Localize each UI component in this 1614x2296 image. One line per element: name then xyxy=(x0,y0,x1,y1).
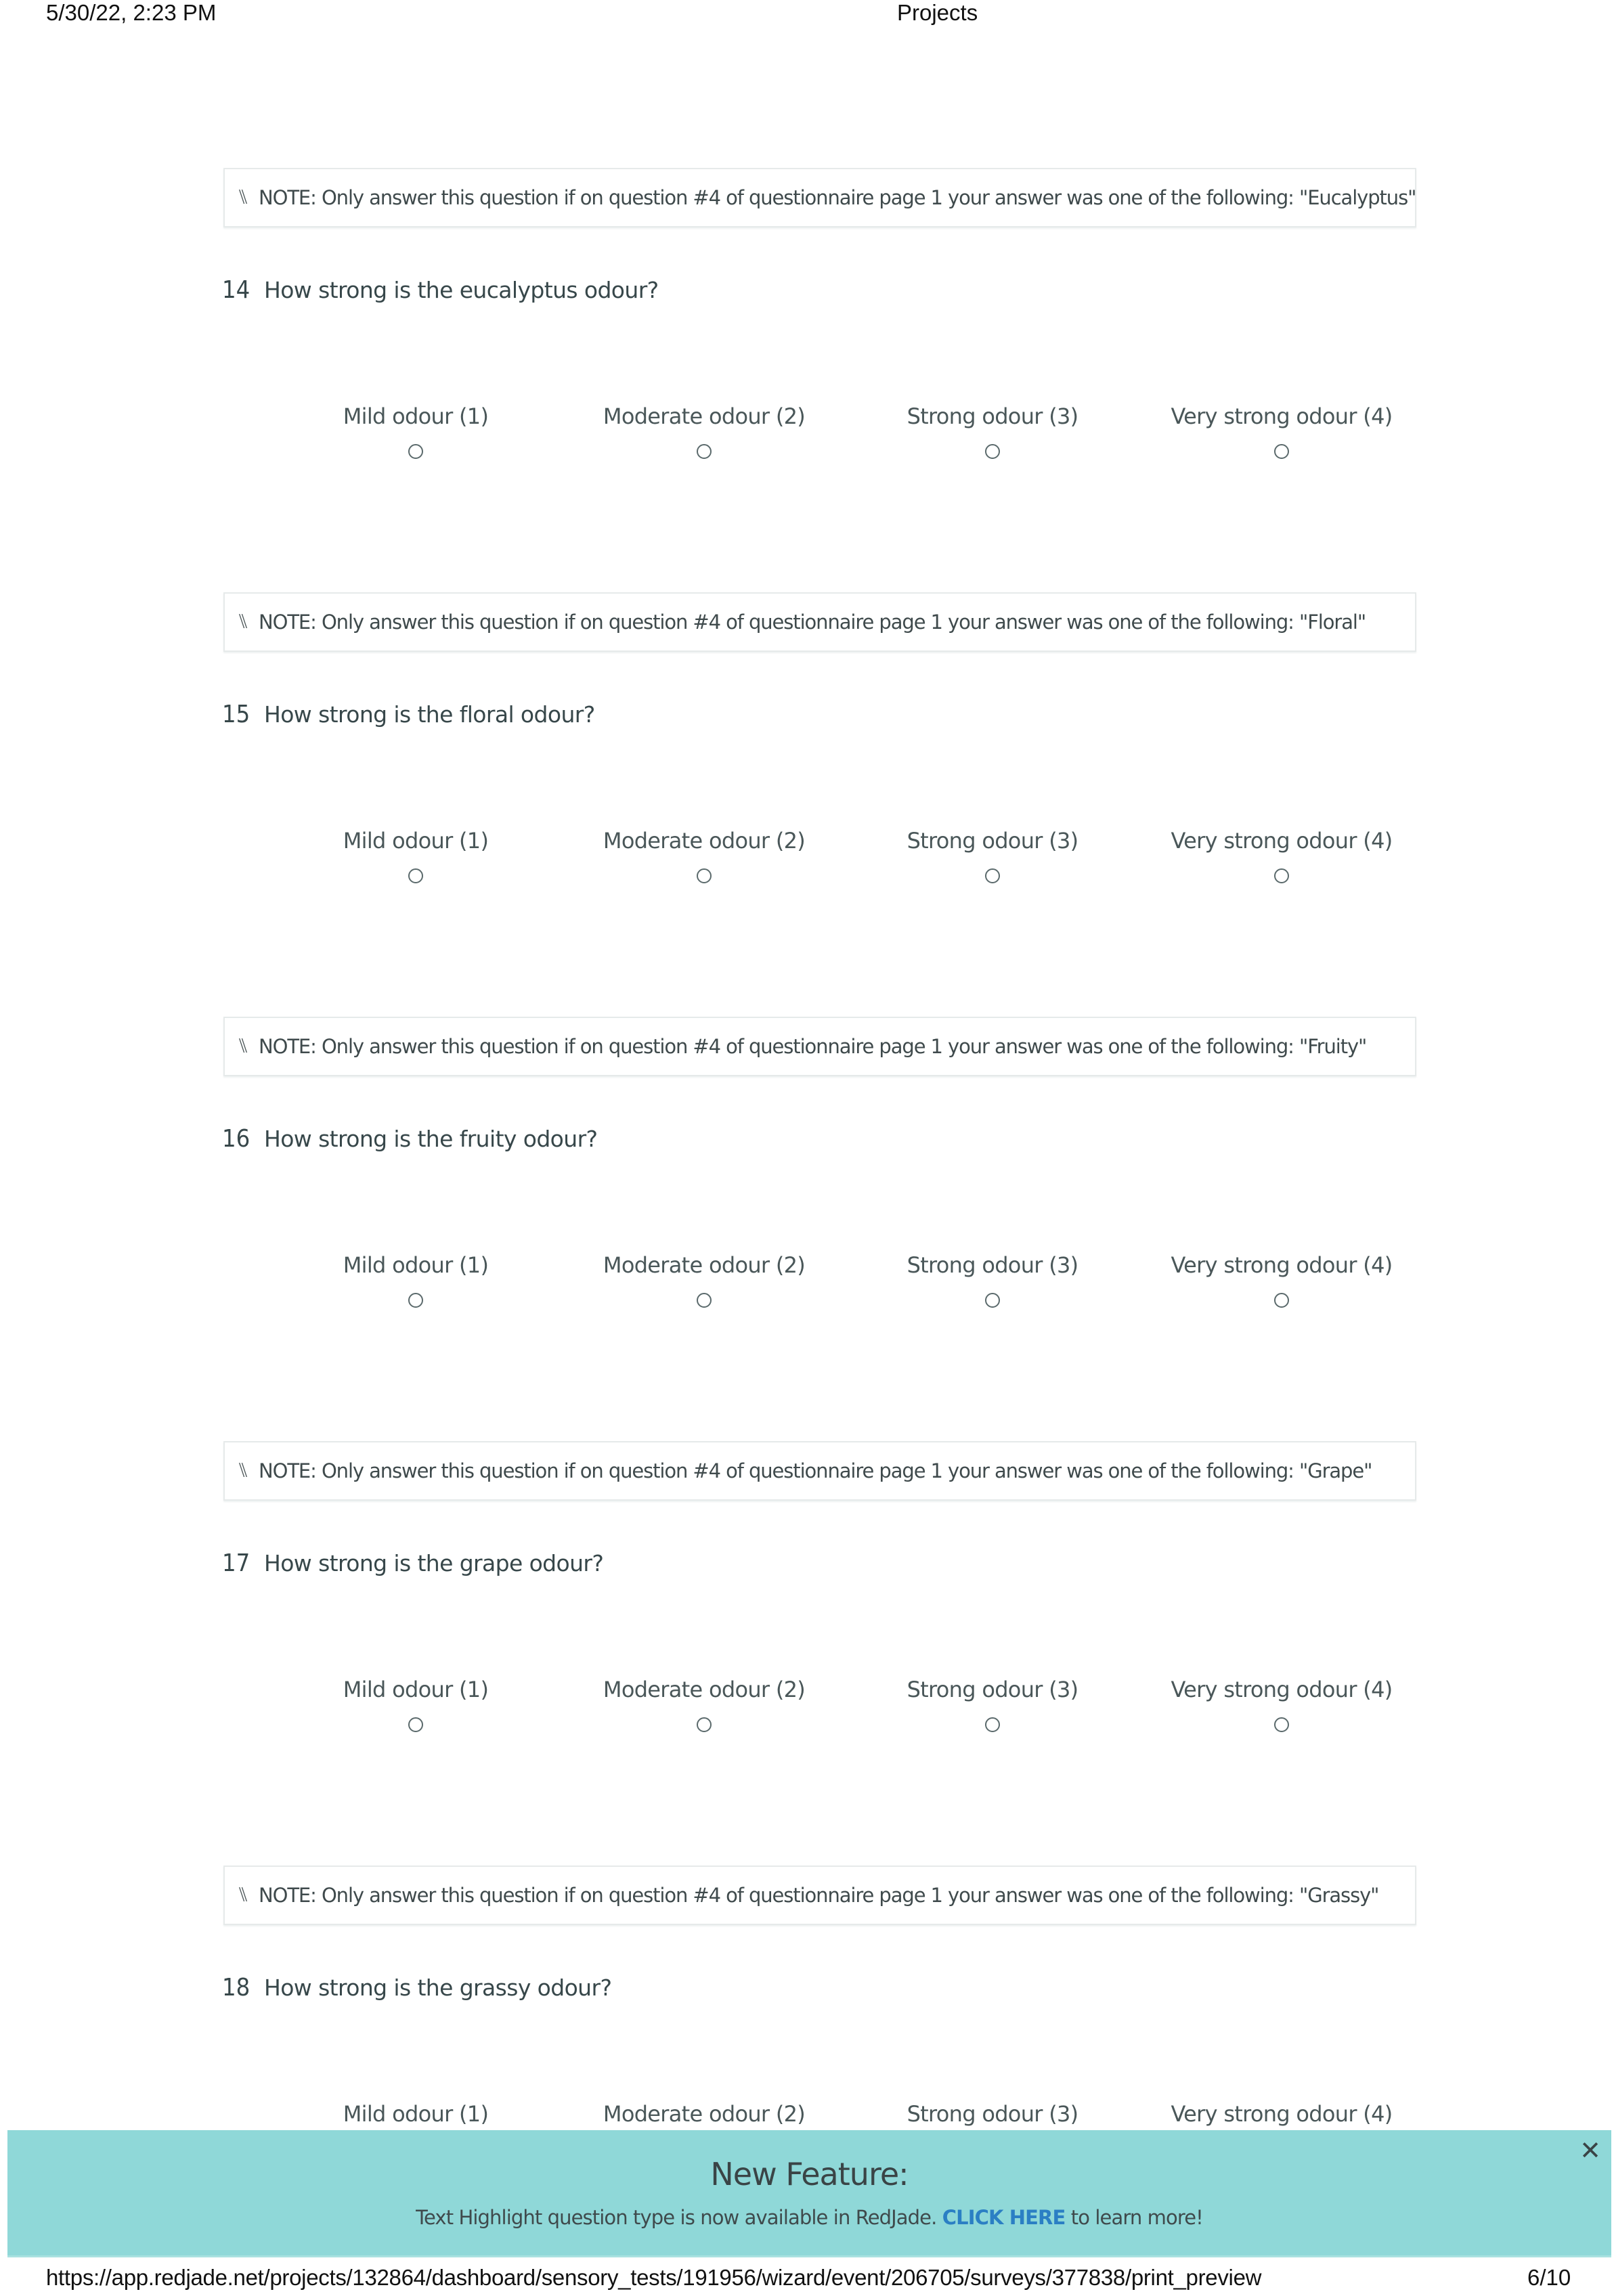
question-number: 15 xyxy=(222,701,250,728)
radio-button[interactable] xyxy=(1274,1293,1289,1308)
option-label: Mild odour (1) xyxy=(343,1677,489,1702)
option-label: Mild odour (1) xyxy=(343,1252,489,1278)
conditional-note xyxy=(223,1866,1416,1925)
radio-button[interactable] xyxy=(697,444,712,459)
scale-option[interactable] xyxy=(857,403,1128,459)
option-label: Moderate odour (2) xyxy=(603,828,806,854)
option-label: Very strong odour (4) xyxy=(1171,2101,1393,2127)
print-date: 5/30/22, 2:23 PM xyxy=(46,0,217,25)
scale-option[interactable] xyxy=(857,1677,1128,1732)
conditional-note xyxy=(223,1441,1416,1501)
radio-button[interactable] xyxy=(408,444,423,459)
radio-button[interactable] xyxy=(1274,868,1289,883)
question-text: How strong is the eucalyptus odour? xyxy=(264,277,659,303)
option-label: Very strong odour (4) xyxy=(1171,828,1393,854)
conditional-branch-icon: ⑊ xyxy=(237,611,249,633)
conditional-branch-icon: ⑊ xyxy=(237,186,249,208)
scale-option[interactable] xyxy=(280,1677,551,1732)
option-label: Moderate odour (2) xyxy=(603,2101,806,2127)
question-title xyxy=(222,1974,611,2002)
question-number: 18 xyxy=(222,1974,250,2002)
scale-option[interactable] xyxy=(857,1252,1128,1308)
option-label: Strong odour (3) xyxy=(907,1252,1078,1278)
option-label: Strong odour (3) xyxy=(907,403,1078,429)
option-label: Strong odour (3) xyxy=(907,1677,1078,1702)
option-label: Mild odour (1) xyxy=(343,2101,489,2127)
note-text: NOTE: Only answer this question if on question #4 of questionnaire page 1 your answer was one of the following: "Grape" xyxy=(259,1459,1372,1482)
question-title xyxy=(222,276,659,304)
option-label: Mild odour (1) xyxy=(343,828,489,854)
question-section xyxy=(0,1017,1614,1441)
radio-button[interactable] xyxy=(985,868,1000,883)
question-text: How strong is the floral odour? xyxy=(264,701,595,728)
scale-option[interactable] xyxy=(569,1677,839,1732)
radio-button[interactable] xyxy=(985,1717,1000,1732)
scale-option[interactable] xyxy=(857,828,1128,883)
conditional-branch-icon: ⑊ xyxy=(237,1459,249,1482)
scale-option[interactable] xyxy=(280,1252,551,1308)
radio-button[interactable] xyxy=(408,1293,423,1308)
option-label: Mild odour (1) xyxy=(343,403,489,429)
conditional-branch-icon: ⑊ xyxy=(237,1884,249,1906)
question-section xyxy=(0,592,1614,1017)
scale-option[interactable] xyxy=(1146,1252,1417,1308)
scale-option[interactable] xyxy=(569,828,839,883)
banner-message xyxy=(7,2206,1611,2229)
conditional-note xyxy=(223,592,1416,652)
print-header xyxy=(0,0,1614,30)
option-label: Moderate odour (2) xyxy=(603,1677,806,1702)
scale-option[interactable] xyxy=(280,828,551,883)
print-footer xyxy=(0,2265,1614,2295)
new-feature-banner xyxy=(7,2130,1611,2257)
question-title xyxy=(222,1125,597,1153)
question-text: How strong is the fruity odour? xyxy=(264,1126,598,1152)
option-label: Very strong odour (4) xyxy=(1171,403,1393,429)
question-text: How strong is the grassy odour? xyxy=(264,1974,612,2001)
radio-button[interactable] xyxy=(985,444,1000,459)
option-label: Moderate odour (2) xyxy=(603,1252,806,1278)
option-label: Strong odour (3) xyxy=(907,828,1078,854)
question-text: How strong is the grape odour? xyxy=(264,1550,604,1576)
radio-button[interactable] xyxy=(408,1717,423,1732)
option-label: Moderate odour (2) xyxy=(603,403,806,429)
option-label: Very strong odour (4) xyxy=(1171,1252,1393,1278)
question-section xyxy=(0,168,1614,592)
click-here-link[interactable]: CLICK HERE xyxy=(942,2206,1066,2229)
note-text: NOTE: Only answer this question if on question #4 of questionnaire page 1 your answer was one of the following: "Floral" xyxy=(259,611,1366,634)
radio-button[interactable] xyxy=(697,1293,712,1308)
note-text: NOTE: Only answer this question if on question #4 of questionnaire page 1 your answer was one of the following: "Grassy" xyxy=(259,1884,1379,1907)
conditional-note xyxy=(223,168,1416,227)
scale-option[interactable] xyxy=(1146,403,1417,459)
question-section xyxy=(0,1441,1614,1866)
radio-button[interactable] xyxy=(697,868,712,883)
scale-option[interactable] xyxy=(1146,1677,1417,1732)
scale-option[interactable] xyxy=(569,1252,839,1308)
conditional-note xyxy=(223,1017,1416,1076)
question-number: 17 xyxy=(222,1549,250,1577)
page-number: 6/10 xyxy=(1527,2265,1571,2290)
banner-text-after: to learn more! xyxy=(1070,2206,1203,2229)
note-text: NOTE: Only answer this question if on question #4 of questionnaire page 1 your answer was one of the following: "Eucalyptus" xyxy=(259,186,1416,209)
scale-option[interactable] xyxy=(569,403,839,459)
question-number: 14 xyxy=(222,276,250,304)
option-label: Strong odour (3) xyxy=(907,2101,1078,2127)
page-url: https://app.redjade.net/projects/132864/dashboard/sensory_tests/191956/wizard/event/206705/surveys/377838/print_preview xyxy=(46,2265,1262,2290)
banner-title: New Feature: xyxy=(710,2156,909,2192)
conditional-branch-icon: ⑊ xyxy=(237,1035,249,1057)
question-number: 16 xyxy=(222,1125,250,1153)
radio-button[interactable] xyxy=(697,1717,712,1732)
radio-button[interactable] xyxy=(408,868,423,883)
option-label: Very strong odour (4) xyxy=(1171,1677,1393,1702)
question-title xyxy=(222,1549,603,1577)
scale-option[interactable] xyxy=(280,403,551,459)
print-title: Projects xyxy=(897,0,978,25)
question-title xyxy=(222,701,595,728)
radio-button[interactable] xyxy=(1274,444,1289,459)
scale-option[interactable] xyxy=(1146,828,1417,883)
note-text: NOTE: Only answer this question if on question #4 of questionnaire page 1 your answer was one of the following: "Fruity" xyxy=(259,1035,1367,1058)
close-icon[interactable]: ✕ xyxy=(1579,2137,1601,2165)
banner-text-before: Text Highlight question type is now available in RedJade. xyxy=(416,2206,937,2229)
radio-button[interactable] xyxy=(985,1293,1000,1308)
radio-button[interactable] xyxy=(1274,1717,1289,1732)
